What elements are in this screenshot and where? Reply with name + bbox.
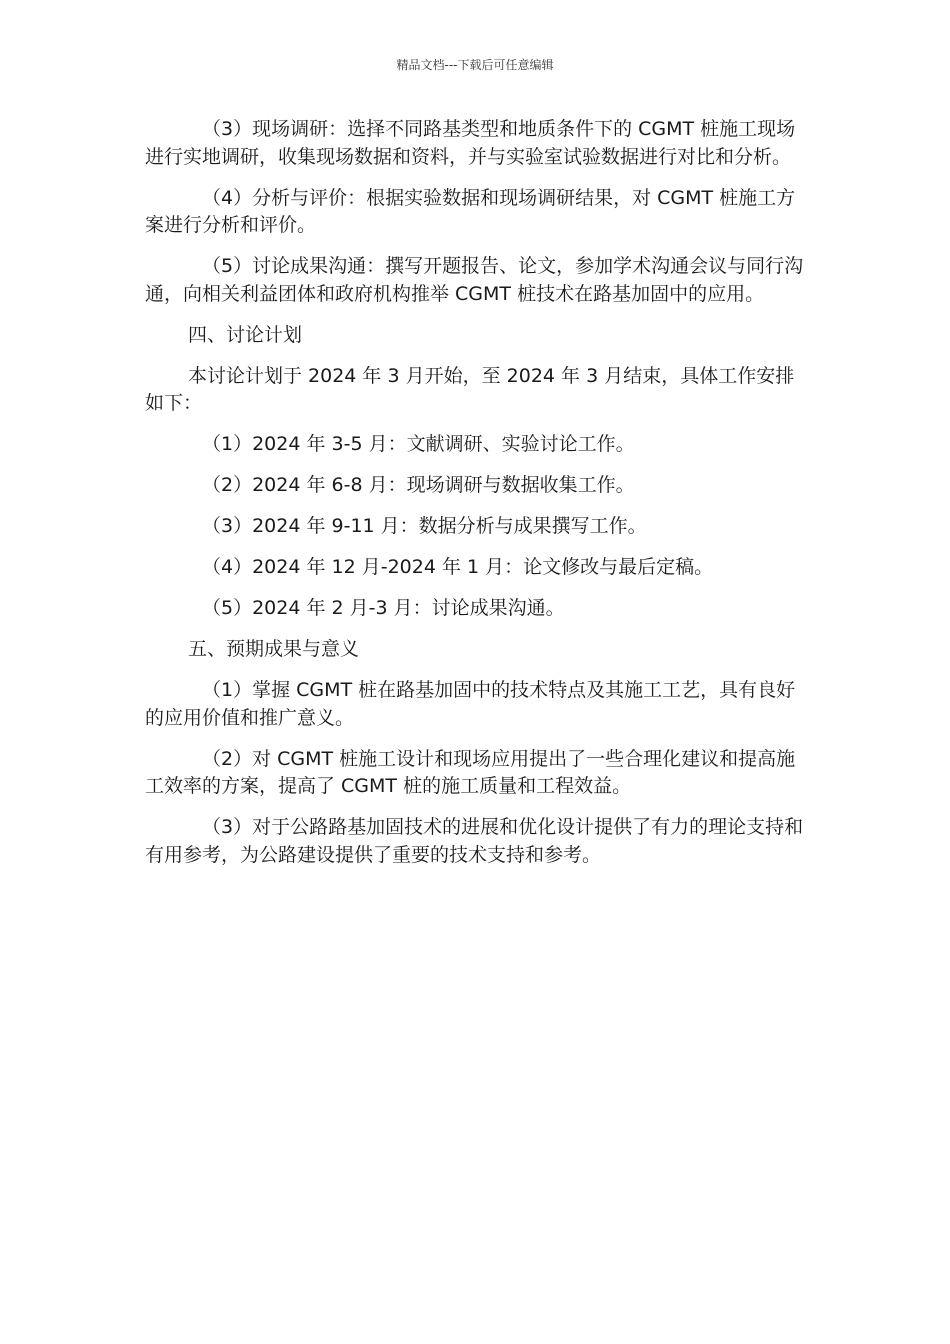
paragraph-results-communication: （5）讨论成果沟通：撰写开题报告、论文，参加学术沟通会议与同行沟通，向相关利益团体和政府机构推举 CGMT 桩技术在路基加固中的应用。 bbox=[145, 255, 804, 305]
section-heading-plan: 四、讨论计划 bbox=[188, 323, 303, 346]
plan-item-2: （2）2024 年 6-8 月：现场调研与数据收集工作。 bbox=[202, 474, 635, 496]
plan-item-3: （3）2024 年 9-11 月：数据分析与成果撰写工作。 bbox=[202, 515, 647, 537]
plan-item-4: （4）2024 年 12 月-2024 年 1 月：论文修改与最后定稿。 bbox=[202, 556, 714, 578]
paragraph-analysis-evaluation: （4）分析与评价：根据实验数据和现场调研结果，对 CGMT 桩施工方案进行分析和评价。 bbox=[145, 186, 796, 236]
outcome-item-3: （3）对于公路路基加固技术的进展和优化设计提供了有力的理论支持和有用参考，为公路建设提供了重要的技术支持和参考。 bbox=[145, 816, 804, 866]
plan-item-5: （5）2024 年 2 月-3 月：讨论成果沟通。 bbox=[202, 597, 565, 619]
outcome-item-1: （1）掌握 CGMT 桩在路基加固中的技术特点及其施工工艺，具有良好的应用价值和推广意义。 bbox=[145, 679, 796, 729]
paragraph-plan-intro: 本讨论计划于 2024 年 3 月开始，至 2024 年 3 月结束，具体工作安排如下： bbox=[145, 364, 795, 414]
section-heading-outcomes: 五、预期成果与意义 bbox=[188, 638, 360, 660]
paragraph-field-survey: （3）现场调研：选择不同路基类型和地质条件下的 CGMT 桩施工现场进行实地调研，收集现场数据和资料，并与实验室试验数据进行对比和分析。 bbox=[145, 118, 796, 168]
document-body bbox=[145, 116, 805, 883]
plan-item-1: （1）2024 年 3-5 月：文献调研、实验讨论工作。 bbox=[202, 433, 635, 455]
outcome-item-2: （2）对 CGMT 桩施工设计和现场应用提出了一些合理化建议和提高施工效率的方案，提高了 CGMT 桩的施工质量和工程效益。 bbox=[145, 747, 796, 797]
page-header: 精品文档---下载后可任意编辑 bbox=[396, 58, 554, 72]
